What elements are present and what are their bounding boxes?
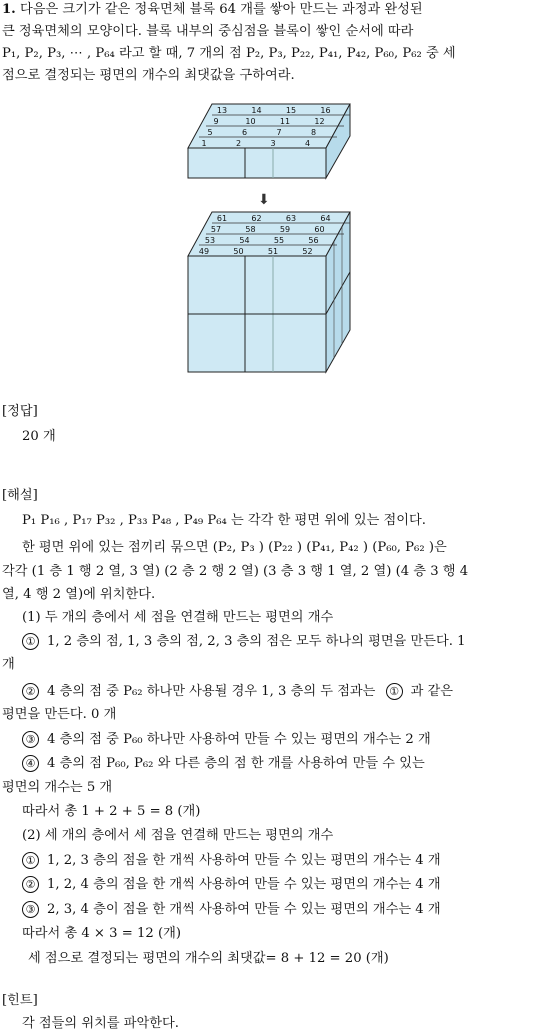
circled-number-3: ③ xyxy=(22,901,39,918)
case-1-3: ③ 4 층의 점 중 P₆₀ 하나만 사용하여 만들 수 있는 평면의 개수는 2 개 xyxy=(22,730,431,750)
block-number-label: 62 xyxy=(251,214,262,223)
hint-heading: [힌트] xyxy=(2,993,38,1008)
problem-text-1: 다음은 크기가 같은 정육면체 블록 64 개를 쌓아 만드는 과정과 완성된 xyxy=(19,2,423,17)
case-1-1-cont: 개 xyxy=(2,657,15,672)
block-number-label: 4 xyxy=(304,139,311,148)
block-number-label: 14 xyxy=(251,106,262,115)
block-number-label: 6 xyxy=(241,128,248,137)
explanation-line-1: P₁ P₁₆ , P₁₇ P₃₂ , P₃₃ P₄₈ , P₄₉ P₆₄ 는 각각 한 평면 위에 있는 점이다. xyxy=(22,513,426,528)
block-number-label: 49 xyxy=(198,247,210,256)
problem-line-3: P₁, P₂, P₃, ⋯ , P₆₄ 라고 할 때, 7 개의 점 P₂, P₃, P₂₂, P₄₁, P₄₂, P₆₀, P₆₂ 중 세 xyxy=(2,46,456,61)
block-number-label: 8 xyxy=(310,128,317,137)
problem-line-4: 점으로 결정되는 평면의 개수의 최댓값을 구하여라. xyxy=(2,68,295,83)
block-number-label: 2 xyxy=(235,139,242,148)
block-number-label: 1 xyxy=(201,139,207,148)
block-number-label: 54 xyxy=(239,236,250,245)
problem-line-1 xyxy=(2,0,423,20)
block-number-label: 13 xyxy=(216,106,228,115)
problem-line-2: 큰 정육면체의 모양이다. 블록 내부의 중심점을 블록이 쌓인 순서에 따라 xyxy=(2,24,414,39)
case-2-2: ② 1, 2, 4 층의 점을 한 개씩 사용하여 만들 수 있는 평면의 개수는 4 개 xyxy=(22,875,441,895)
circled-number-1: ① xyxy=(22,852,39,869)
block-number-label: 53 xyxy=(204,236,216,245)
circled-number-1-ref: ① xyxy=(386,683,403,700)
total-2: 따라서 총 4 × 3 = 12 (개) xyxy=(22,926,181,941)
block-number-label: 57 xyxy=(210,225,222,234)
answer-heading: [정답] xyxy=(2,404,38,419)
block-number-label: 10 xyxy=(245,117,256,126)
cube-stacking-figure xyxy=(170,100,370,382)
block-number-label: 52 xyxy=(302,247,313,256)
hint-text: 각 점들의 위치를 파악한다. xyxy=(22,1016,179,1031)
block-number-label: 16 xyxy=(320,106,331,115)
block-number-label: 63 xyxy=(285,214,297,223)
block-number-label: 50 xyxy=(233,247,244,256)
block-number-label: 61 xyxy=(216,214,228,223)
down-arrow-icon: ⬇ xyxy=(258,192,270,208)
block-number-label: 5 xyxy=(207,128,213,137)
block-number-label: 56 xyxy=(308,236,319,245)
block-number-label: 58 xyxy=(245,225,256,234)
problem-number: 1. xyxy=(2,2,16,17)
case-1-2-cont: 평면을 만든다. 0 개 xyxy=(2,707,117,722)
full-cube-block xyxy=(188,212,350,372)
block-number-label: 59 xyxy=(279,225,291,234)
case-1-4-cont: 평면의 개수는 5 개 xyxy=(2,780,113,795)
block-number-label: 55 xyxy=(273,236,285,245)
block-number-label: 12 xyxy=(314,117,325,126)
block-number-label: 64 xyxy=(320,214,331,223)
final-result: 세 점으로 결정되는 평면의 개수의 최댓값= 8 + 12 = 20 (개) xyxy=(28,951,389,966)
circled-number-4: ④ xyxy=(22,755,39,772)
block-number-label: 7 xyxy=(276,128,282,137)
section-2-title: (2) 세 개의 층에서 세 점을 연결해 만드는 평면의 개수 xyxy=(22,828,334,843)
block-number-label: 3 xyxy=(270,139,276,148)
case-2-1: ① 1, 2, 3 층의 점을 한 개씩 사용하여 만들 수 있는 평면의 개수는 4 개 xyxy=(22,851,441,871)
block-number-label: 51 xyxy=(267,247,279,256)
explanation-line-4: 열, 4 행 2 열)에 위치한다. xyxy=(2,587,156,602)
case-2-3: ③ 2, 3, 4 층이 점을 한 개씩 사용하여 만들 수 있는 평면의 개수는 4 개 xyxy=(22,900,441,920)
case-1-2: ② 4 층의 점 중 P₆₂ 하나만 사용될 경우 1, 3 층의 두 점과는 ① 과 같은 xyxy=(22,682,453,702)
first-layer-block xyxy=(188,104,350,178)
block-number-label: 60 xyxy=(314,225,325,234)
explanation-heading: [해설] xyxy=(2,488,38,503)
block-number-label: 11 xyxy=(279,117,291,126)
circled-number-1: ① xyxy=(22,633,39,650)
explanation-line-2: 한 평면 위에 있는 점끼리 묶으면 (P₂, P₃ ) (P₂₂ ) (P₄₁, P₄₂ ) (P₆₀, P₆₂ )은 xyxy=(22,540,447,555)
case-1-4: ④ 4 층의 점 P₆₀, P₆₂ 와 다른 층의 점 한 개를 사용하여 만들 수 있는 xyxy=(22,754,425,774)
explanation-line-3: 각각 (1 층 1 행 2 열, 3 열) (2 층 2 행 2 열) (3 층 3 행 1 열, 2 열) (4 층 3 행 4 xyxy=(2,564,469,579)
circled-number-2: ② xyxy=(22,683,39,700)
block-number-label: 9 xyxy=(213,117,219,126)
circled-number-2: ② xyxy=(22,876,39,893)
circled-number-3: ③ xyxy=(22,731,39,748)
answer-value: 20 개 xyxy=(22,429,56,444)
section-1-title: (1) 두 개의 층에서 세 점을 연결해 만드는 평면의 개수 xyxy=(22,610,334,625)
block-number-label: 15 xyxy=(285,106,297,115)
case-1-1: ① 1, 2 층의 점, 1, 3 층의 점, 2, 3 층의 점은 모두 하나의 평면을 만든다. 1 xyxy=(22,632,465,652)
total-1: 따라서 총 1 + 2 + 5 = 8 (개) xyxy=(22,804,201,819)
